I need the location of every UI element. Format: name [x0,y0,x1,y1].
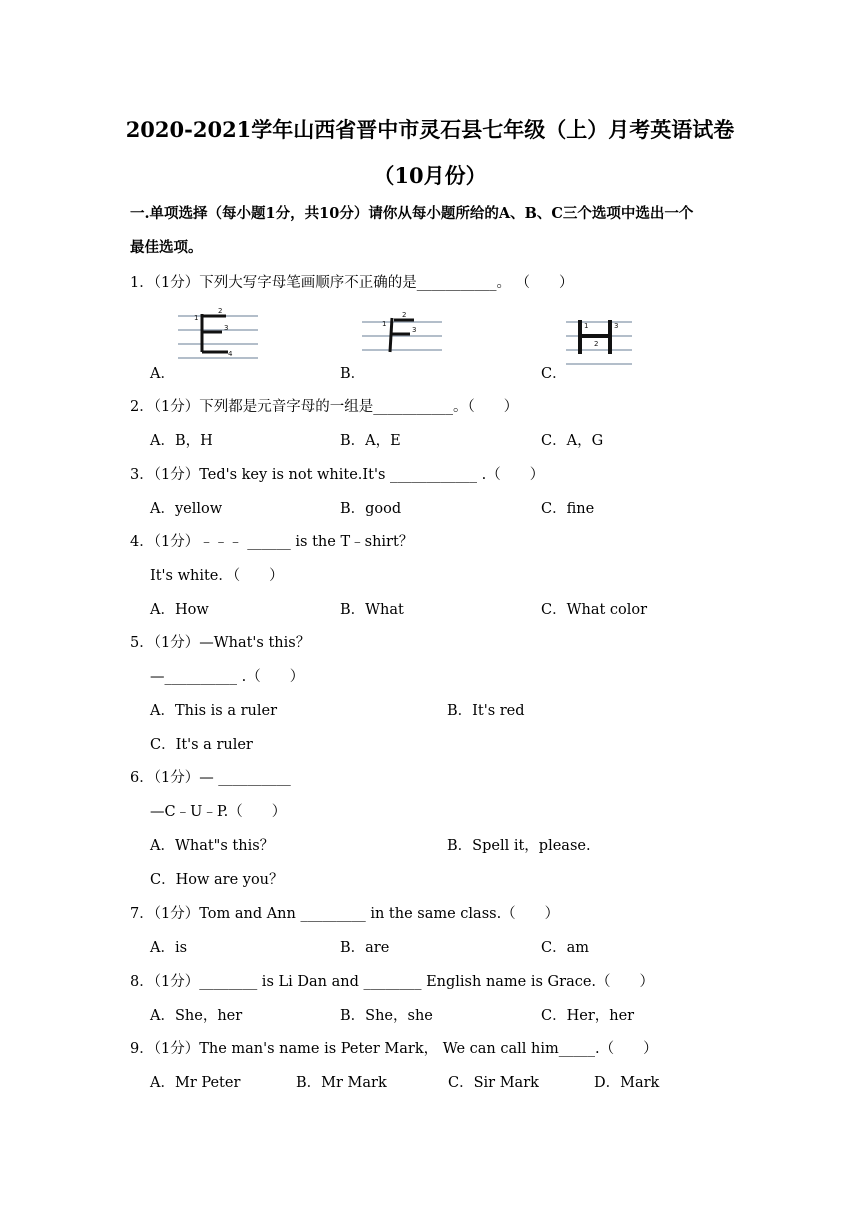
section-heading-cont: 最佳选项。 [130,239,203,256]
question-2-option-b: B．A，E [340,433,401,449]
svg-text:3: 3 [412,326,417,334]
question-4-stem: 4．（1分）﹣﹣﹣ ______ is the T﹣shirt？ [130,534,414,550]
question-5-stem-cont: —__________ .（ ） [150,669,305,685]
question-1-option-c: C． [541,366,567,382]
question-4-stem-cont: It's white．（ ） [150,568,284,584]
svg-text:3: 3 [614,322,619,330]
question-6-option-a: A．What"s this？ [150,838,275,854]
svg-text:2: 2 [594,340,599,348]
question-8-option-b: B．She，she [340,1008,433,1024]
svg-text:1: 1 [382,320,387,328]
svg-text:1: 1 [194,314,199,322]
question-1-option-a: A． [150,366,175,382]
svg-text:2: 2 [218,308,223,315]
question-7-option-b: B．are [340,940,390,956]
question-7-option-c: C．am [541,940,589,956]
exam-subtitle: （10月份） [373,163,487,188]
question-8-option-c: C．Her，her [541,1008,635,1024]
section-heading: 一.单项选择（每小题1分，共10分）请你从每小题所给的A、B、C三个选项中选出一个 [130,205,694,222]
question-1-option-b: B． [340,366,366,382]
question-8-option-a: A．She，her [150,1008,243,1024]
question-3-option-a: A．yellow [150,501,223,517]
question-9-option-a: A．Mr Peter [150,1075,241,1091]
question-2-option-a: A．B，H [150,433,213,449]
letter-e-stroke-image [178,308,258,370]
question-5-option-b: B．It's red [447,703,525,719]
question-5-option-a: A．This is a ruler [150,703,278,719]
question-2-stem: 2．（1分）下列都是元音字母的一组是___________。（ ） [130,399,519,415]
question-3-option-c: C．fine [541,501,595,517]
question-1-stem: 1．（1分）下列大写字母笔画顺序不正确的是___________。 （ ） [130,275,574,291]
question-4-option-b: B．What [340,602,404,618]
question-8-stem: 8．（1分）________ is Li Dan and ________ English name is Grace.（ ） [130,974,655,990]
question-2-option-c: C．A，G [541,433,604,449]
exam-title: 2020-2021学年山西省晋中市灵石县七年级（上）月考英语试卷 [125,117,735,142]
question-3-stem: 3．（1分）Ted's key is not white.It's ____________ .（ ） [130,467,545,483]
svg-text:2: 2 [402,312,407,319]
question-5-option-c: C．It's a ruler [150,737,253,753]
question-7-option-a: A．is [150,940,188,956]
question-6-stem-cont: —C﹣U﹣P.（ ） [150,804,287,820]
question-6-option-c: C．How are you？ [150,872,284,888]
svg-text:4: 4 [228,350,233,358]
question-6-option-b: B．Spell it，please. [447,838,591,854]
question-5-stem: 5．（1分）—What's this？ [130,635,311,651]
question-4-option-a: A．How [150,602,209,618]
question-9-option-b: B．Mr Mark [296,1075,387,1091]
question-6-stem: 6．（1分）— __________ [130,770,291,786]
letter-f-stroke-image [362,312,442,362]
svg-text:3: 3 [224,324,229,332]
question-4-option-c: C．What color [541,602,648,618]
question-9-option-d: D．Mark [594,1075,660,1091]
question-9-stem: 9．（1分）The man's name is Peter Mark， We can call him_____.（ ） [130,1041,658,1057]
question-3-option-b: B．good [340,501,402,517]
question-9-option-c: C．Sir Mark [448,1075,539,1091]
question-7-stem: 7．（1分）Tom and Ann _________ in the same class.（ ） [130,906,560,922]
svg-text:1: 1 [584,322,589,330]
letter-h-stroke-image [566,314,632,370]
